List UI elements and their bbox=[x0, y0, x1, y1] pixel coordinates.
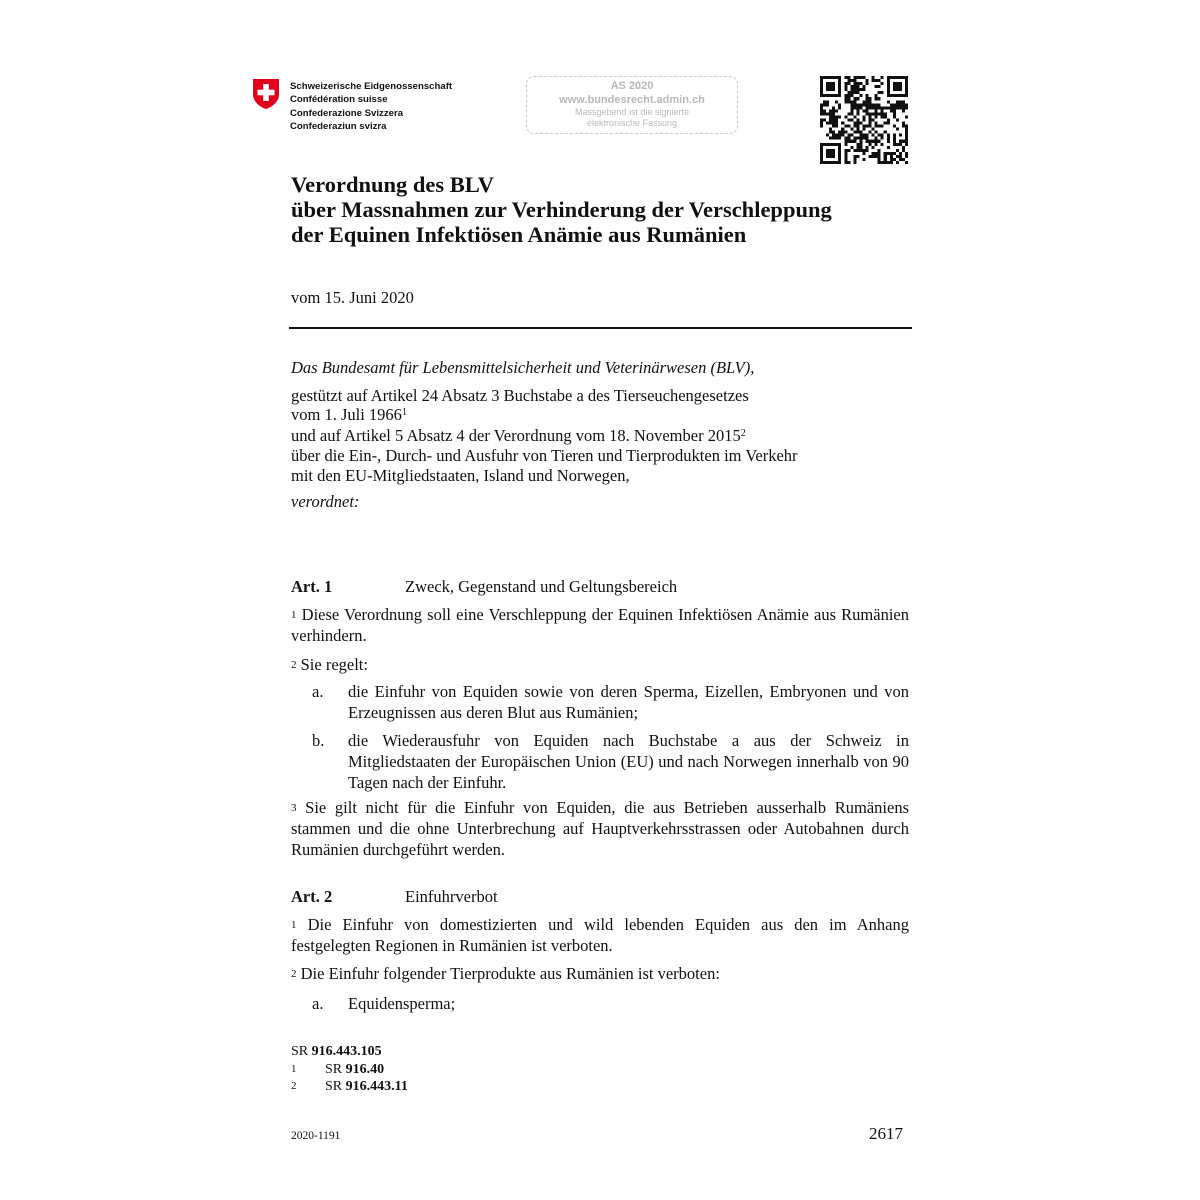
title-line-2: über Massnahmen zur Verhinderung der Verschleppung bbox=[291, 197, 832, 222]
item-label: a. bbox=[312, 682, 324, 701]
title-divider bbox=[289, 327, 912, 329]
title-line-3: der Equinen Infektiösen Anämie aus Rumänien bbox=[291, 222, 747, 247]
paragraph-text: Die Einfuhr folgender Tierprodukte aus Rumänien ist verboten: bbox=[300, 964, 720, 983]
preamble-line-2 bbox=[291, 405, 407, 425]
article-1-paragraph-3 bbox=[291, 797, 909, 860]
preamble-line-3 bbox=[291, 426, 746, 446]
sr-number bbox=[291, 1044, 382, 1059]
footnote-ref: 916.443.11 bbox=[345, 1079, 408, 1094]
swiss-crest-icon bbox=[252, 78, 280, 110]
footnote-prefix: SR bbox=[325, 1062, 343, 1077]
preamble-line-5: mit den EU-Mitgliedstaaten, Island und Norwegen, bbox=[291, 466, 630, 485]
item-text: Equidensperma; bbox=[348, 994, 456, 1013]
document-title bbox=[291, 172, 832, 247]
footnote-index: 2 bbox=[291, 1080, 297, 1092]
item-label: a. bbox=[312, 994, 324, 1013]
article-1-paragraph-1 bbox=[291, 604, 909, 646]
document-date: vom 15. Juni 2020 bbox=[291, 288, 414, 307]
document-code: 2020-1191 bbox=[291, 1130, 341, 1142]
footnote-1 bbox=[291, 1062, 384, 1077]
paragraph-number: 2 bbox=[291, 659, 297, 671]
footnote-ref-1: 1 bbox=[401, 407, 407, 418]
preamble-authority: Das Bundesamt für Lebensmittelsicherheit und Veterinärwesen (BLV), bbox=[291, 358, 755, 377]
paragraph-number: 3 bbox=[291, 802, 297, 814]
stamp-collection: AS 2020 bbox=[610, 80, 654, 92]
item-text: die Wiederausfuhr von Equiden nach Buchstabe a aus der Schweiz in Mitgliedstaaten der Europäischen Union (EU) und nach Norwegen innerhalb von 90 Tagen nach der Einfuhr. bbox=[348, 731, 909, 792]
paragraph-text: Sie regelt: bbox=[300, 655, 368, 674]
title-line-1: Verordnung des BLV bbox=[291, 172, 494, 197]
paragraph-number: 2 bbox=[291, 968, 297, 980]
article-1-paragraph-2 bbox=[291, 654, 909, 675]
official-collection-stamp bbox=[526, 76, 738, 134]
federation-name bbox=[290, 80, 452, 134]
federation-name-it: Confederazione Svizzera bbox=[290, 107, 404, 119]
paragraph-text: Diese Verordnung soll eine Verschleppung der Equinen Infektiösen Anämie aus Rumänien verhindern. bbox=[291, 605, 910, 645]
sr-prefix: SR bbox=[291, 1044, 309, 1059]
footnote-index: 1 bbox=[291, 1063, 297, 1075]
federation-name-rm: Confederaziun svizra bbox=[290, 121, 387, 133]
paragraph-text: Sie gilt nicht für die Einfuhr von Equiden, die aus Betrieben ausserhalb Rumäniens stammen und die ohne Unterbrechung auf Hauptverkehrsstrassen oder Autobahnen durch Rumänien durchgeführt werden. bbox=[291, 798, 910, 859]
sr-value: 916.443.105 bbox=[311, 1044, 382, 1059]
article-2-title: Einfuhrverbot bbox=[405, 887, 498, 906]
stamp-note-2: elektronische Fassung bbox=[586, 118, 678, 128]
qr-code-icon bbox=[820, 76, 908, 164]
article-2-heading bbox=[291, 887, 498, 907]
article-1-number: Art. 1 bbox=[291, 577, 333, 596]
item-text: die Einfuhr von Equiden sowie von deren Sperma, Eizellen, Embryonen und von Erzeugnissen aus deren Blut aus Rumänien; bbox=[348, 682, 909, 722]
footnote-ref: 916.40 bbox=[345, 1062, 385, 1077]
article-2-paragraph-1 bbox=[291, 914, 909, 956]
footnote-prefix: SR bbox=[325, 1079, 343, 1094]
federation-name-de: Schweizerische Eidgenossenschaft bbox=[290, 81, 453, 92]
preamble-line-2-text: vom 1. Juli 1966 bbox=[291, 405, 402, 424]
preamble-line-4: über die Ein-, Durch- und Ausfuhr von Tieren und Tierprodukten im Verkehr bbox=[291, 446, 798, 465]
stamp-note-1: Massgebend ist die signierte bbox=[574, 107, 690, 117]
stamp-url: www.bundesrecht.admin.ch bbox=[559, 94, 705, 106]
paragraph-number: 1 bbox=[291, 609, 297, 621]
preamble-line-3-text: und auf Artikel 5 Absatz 4 der Verordnung vom 18. November 2015 bbox=[291, 426, 741, 445]
federation-name-fr: Confédération suisse bbox=[290, 94, 388, 106]
preamble-line-1: gestützt auf Artikel 24 Absatz 3 Buchstabe a des Tierseuchengesetzes bbox=[291, 386, 749, 405]
article-2-number: Art. 2 bbox=[291, 887, 333, 906]
footnote-ref-2: 2 bbox=[740, 428, 746, 439]
article-2-paragraph-2 bbox=[291, 963, 909, 984]
footnote-2 bbox=[291, 1079, 408, 1094]
paragraph-number: 1 bbox=[291, 919, 297, 931]
article-1-title: Zweck, Gegenstand und Geltungsbereich bbox=[405, 577, 678, 596]
page-number: 2617 bbox=[869, 1124, 903, 1143]
item-label: b. bbox=[312, 731, 325, 750]
article-1-heading bbox=[291, 577, 677, 597]
paragraph-text: Die Einfuhr von domestizierten und wild lebenden Equiden aus den im Anhang festgelegten Regionen in Rumänien ist verboten. bbox=[291, 915, 909, 955]
preamble-decree: verordnet: bbox=[291, 492, 360, 511]
